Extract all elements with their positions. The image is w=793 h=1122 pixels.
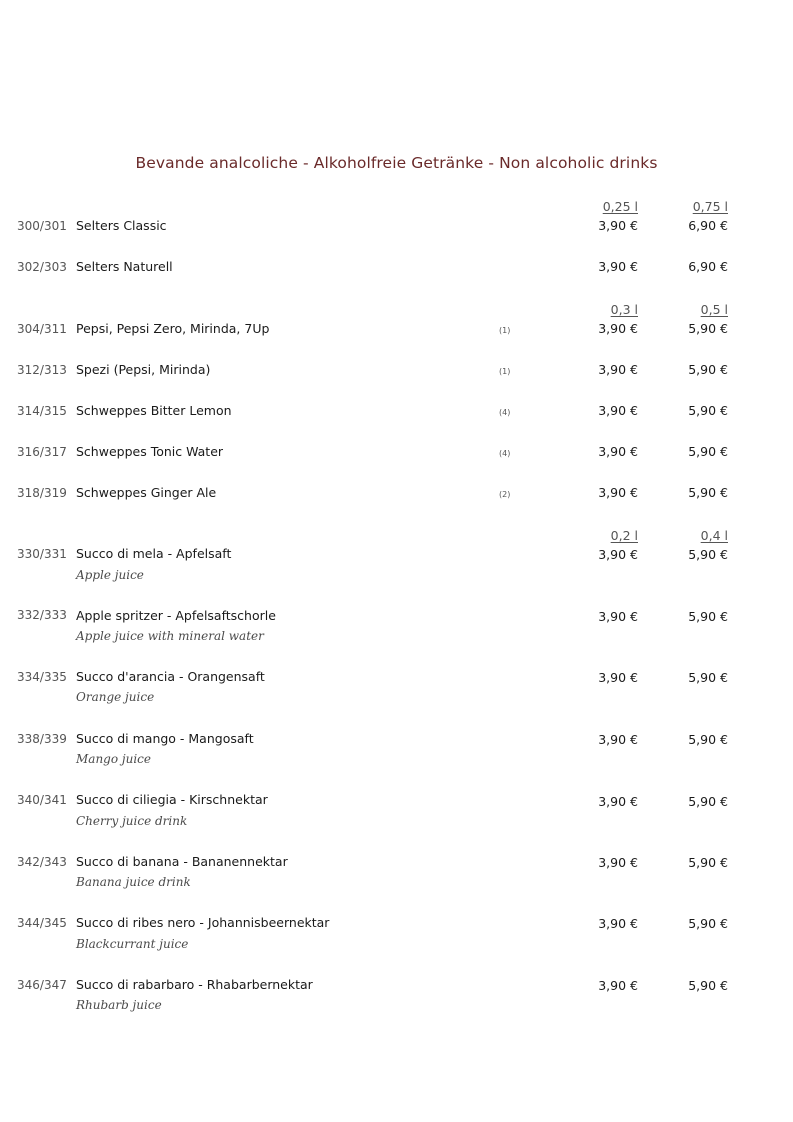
item-translation: Rhubarb juice	[76, 998, 162, 1012]
allergen-note: (4)	[499, 449, 511, 458]
item-code: 342/343	[17, 855, 67, 869]
item-translation: Orange juice	[76, 690, 155, 704]
item-name: Schweppes Tonic Water	[76, 444, 224, 459]
price-large: 5,90 €	[688, 444, 728, 459]
item-name: Succo di mela - Apfelsaft	[76, 546, 232, 561]
price-small: 3,90 €	[598, 485, 638, 500]
size-header-small: 0,3 l	[610, 302, 638, 317]
price-large: 5,90 €	[688, 362, 728, 377]
item-code: 300/301	[17, 219, 67, 233]
item-code: 314/315	[17, 404, 67, 418]
allergen-note: (1)	[499, 367, 511, 376]
item-code: 346/347	[17, 978, 67, 992]
item-code: 334/335	[17, 670, 67, 684]
price-small: 3,90 €	[598, 259, 638, 274]
item-code: 330/331	[17, 547, 67, 561]
size-header-large: 0,5 l	[700, 302, 728, 317]
item-code: 318/319	[17, 486, 67, 500]
price-large: 5,90 €	[688, 609, 728, 624]
price-small: 3,90 €	[598, 403, 638, 418]
price-small: 3,90 €	[598, 609, 638, 624]
size-header-small: 0,25 l	[602, 199, 638, 214]
price-large: 5,90 €	[688, 485, 728, 500]
item-code: 338/339	[17, 732, 67, 746]
item-name: Schweppes Ginger Ale	[76, 485, 217, 500]
item-code: 312/313	[17, 363, 67, 377]
price-small: 3,90 €	[598, 362, 638, 377]
size-header-large: 0,75 l	[692, 199, 728, 214]
item-name: Succo di ribes nero - Johannisbeernektar	[76, 915, 330, 930]
item-code: 344/345	[17, 916, 67, 930]
allergen-note: (1)	[499, 326, 511, 335]
item-translation: Apple juice	[76, 568, 144, 582]
price-small: 3,90 €	[598, 321, 638, 336]
item-code: 340/341	[17, 793, 67, 807]
price-small: 3,90 €	[598, 855, 638, 870]
price-small: 3,90 €	[598, 794, 638, 809]
item-code: 332/333	[17, 608, 67, 622]
item-name: Succo d'arancia - Orangensaft	[76, 669, 265, 684]
price-large: 5,90 €	[688, 321, 728, 336]
item-name: Succo di mango - Mangosaft	[76, 731, 254, 746]
item-translation: Cherry juice drink	[76, 814, 188, 828]
price-large: 5,90 €	[688, 855, 728, 870]
item-name: Schweppes Bitter Lemon	[76, 403, 232, 418]
item-name: Succo di ciliegia - Kirschnektar	[76, 792, 268, 807]
price-large: 6,90 €	[688, 218, 728, 233]
item-name: Succo di banana - Bananennektar	[76, 854, 288, 869]
item-name: Selters Classic	[76, 218, 167, 233]
size-header-large: 0,4 l	[700, 528, 728, 543]
price-small: 3,90 €	[598, 218, 638, 233]
price-small: 3,90 €	[598, 978, 638, 993]
price-large: 5,90 €	[688, 916, 728, 931]
price-small: 3,90 €	[598, 670, 638, 685]
item-code: 304/311	[17, 322, 67, 336]
price-small: 3,90 €	[598, 916, 638, 931]
item-name: Spezi (Pepsi, Mirinda)	[76, 362, 211, 377]
item-code: 316/317	[17, 445, 67, 459]
item-translation: Blackcurrant juice	[76, 937, 189, 951]
allergen-note: (4)	[499, 408, 511, 417]
price-small: 3,90 €	[598, 732, 638, 747]
item-code: 302/303	[17, 260, 67, 274]
size-header-small: 0,2 l	[610, 528, 638, 543]
price-small: 3,90 €	[598, 547, 638, 562]
item-name: Selters Naturell	[76, 259, 173, 274]
price-large: 5,90 €	[688, 547, 728, 562]
price-small: 3,90 €	[598, 444, 638, 459]
price-large: 5,90 €	[688, 670, 728, 685]
item-translation: Banana juice drink	[76, 875, 191, 889]
price-large: 6,90 €	[688, 259, 728, 274]
item-name: Apple spritzer - Apfelsaftschorle	[76, 608, 276, 623]
price-large: 5,90 €	[688, 978, 728, 993]
item-name: Succo di rabarbaro - Rhabarbernektar	[76, 977, 313, 992]
price-large: 5,90 €	[688, 794, 728, 809]
price-large: 5,90 €	[688, 403, 728, 418]
item-translation: Apple juice with mineral water	[76, 629, 264, 643]
item-name: Pepsi, Pepsi Zero, Mirinda, 7Up	[76, 321, 270, 336]
price-large: 5,90 €	[688, 732, 728, 747]
page-title: Bevande analcoliche - Alkoholfreie Getränke - Non alcoholic drinks	[135, 154, 658, 172]
allergen-note: (2)	[499, 490, 511, 499]
item-translation: Mango juice	[76, 752, 151, 766]
